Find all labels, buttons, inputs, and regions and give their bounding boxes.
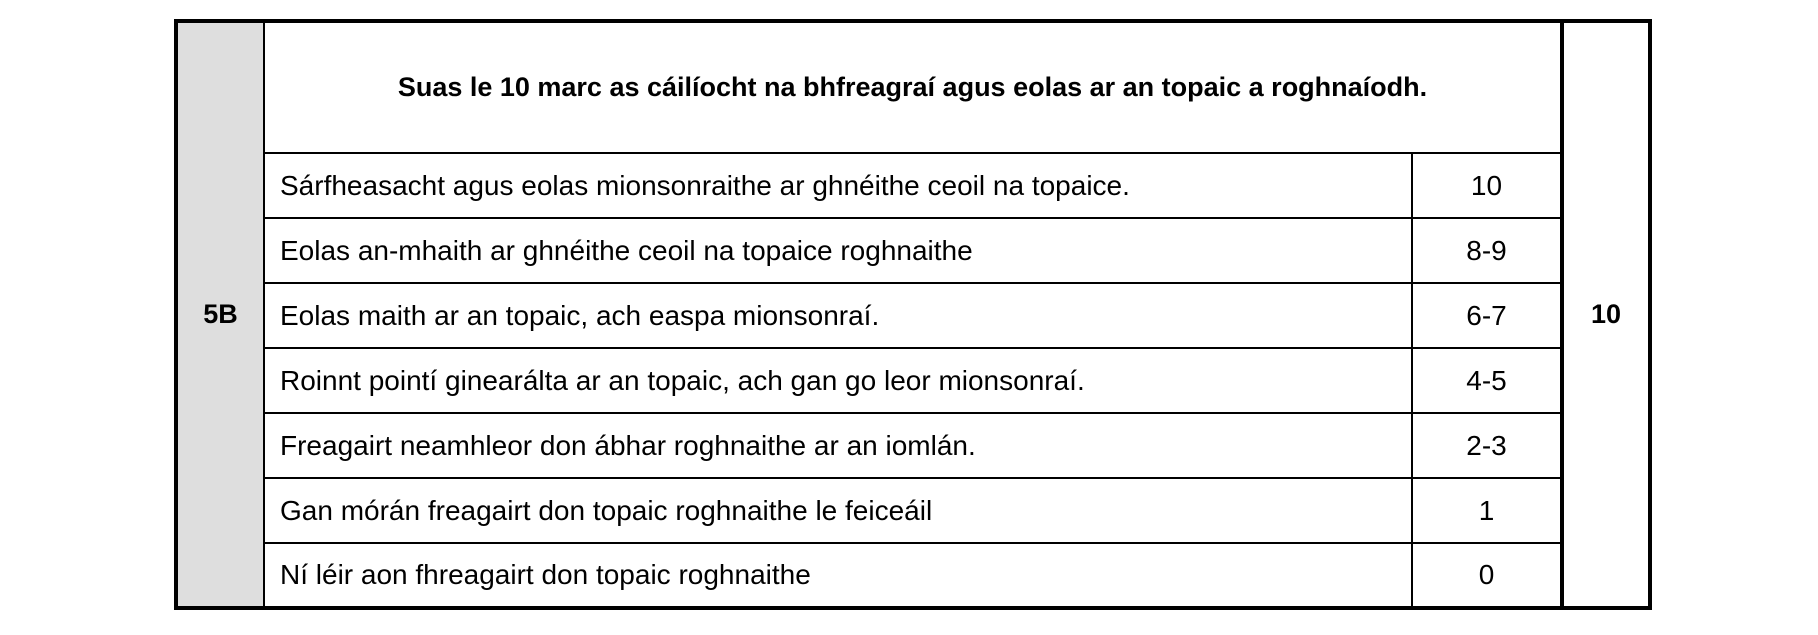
table-row bbox=[176, 283, 1650, 348]
section-label: 5B bbox=[176, 21, 264, 608]
criteria-text: Roinnt pointí ginearálta ar an topaic, ach gan go leor mionsonraí. bbox=[264, 348, 1412, 413]
criteria-text: Sárfheasacht agus eolas mionsonraithe ar ghnéithe ceoil na topaice. bbox=[264, 153, 1412, 218]
criteria-text: Eolas maith ar an topaic, ach easpa mionsonraí. bbox=[264, 283, 1412, 348]
table-row bbox=[176, 218, 1650, 283]
mark-band: 4-5 bbox=[1412, 348, 1562, 413]
mark-band: 6-7 bbox=[1412, 283, 1562, 348]
mark-band: 2-3 bbox=[1412, 413, 1562, 478]
criteria-text: Eolas an-mhaith ar ghnéithe ceoil na topaice roghnaithe bbox=[264, 218, 1412, 283]
rubric-heading: Suas le 10 marc as cáilíocht na bhfreagraí agus eolas ar an topaic a roghnaíodh. bbox=[264, 21, 1562, 153]
marking-rubric-table bbox=[174, 19, 1652, 610]
mark-band: 8-9 bbox=[1412, 218, 1562, 283]
total-marks: 10 bbox=[1562, 21, 1650, 608]
mark-band: 10 bbox=[1412, 153, 1562, 218]
mark-band: 0 bbox=[1412, 543, 1562, 608]
criteria-text: Freagairt neamhleor don ábhar roghnaithe ar an iomlán. bbox=[264, 413, 1412, 478]
mark-band: 1 bbox=[1412, 478, 1562, 543]
table-row bbox=[176, 413, 1650, 478]
rubric-header-row bbox=[176, 21, 1650, 153]
table-row bbox=[176, 478, 1650, 543]
table-row bbox=[176, 348, 1650, 413]
criteria-text: Ní léir aon fhreagairt don topaic roghnaithe bbox=[264, 543, 1412, 608]
table-row bbox=[176, 543, 1650, 608]
criteria-text: Gan mórán freagairt don topaic roghnaithe le feiceáil bbox=[264, 478, 1412, 543]
table-row bbox=[176, 153, 1650, 218]
